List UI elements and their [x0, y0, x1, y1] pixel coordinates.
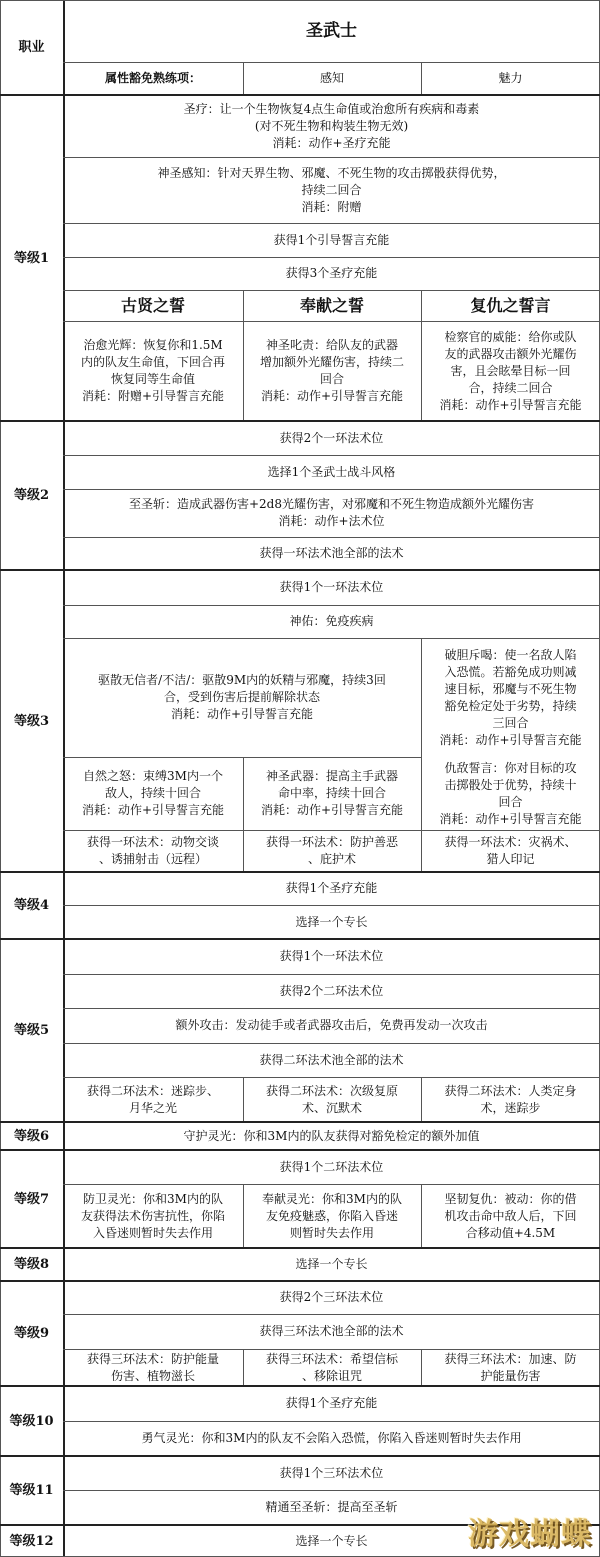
level-5-label: 等级5	[13, 1023, 50, 1038]
divine-sense-desc: 神圣感知：针对天界生物、邪魔、不死生物的攻击掷骰获得优势，	[157, 165, 506, 180]
oath-ancients-title: 古贤之誓	[120, 296, 185, 315]
divider	[63, 1421, 600, 1422]
level-1-gain-lay-on-hands: 获得3个圣疗充能	[285, 266, 378, 280]
lay-on-hands-cell	[63, 95, 600, 157]
divider	[63, 62, 600, 63]
divider	[63, 974, 600, 975]
healing-radiance-cell	[63, 321, 243, 421]
aura-of-warding-line-3: 入昏迷则暂时失去作用	[92, 1225, 213, 1240]
aura-of-courage: 勇气灵光：你和3M内的队友不会陷入恐慌，你陷入昏迷则暂时失去作用	[141, 1431, 522, 1445]
sacred-weapon-line-2: 命中率，持续十回合	[277, 786, 386, 800]
oath-spells-devotion-line-2: 、庇护术	[307, 852, 356, 866]
divider	[63, 157, 600, 158]
divider	[63, 1184, 600, 1185]
level-1-gain-channel: 获得1个引导誓言充能	[273, 232, 390, 247]
divider	[0, 1247, 600, 1249]
aura-of-devotion-line-1: 奉献灵光：你和3M内的队	[262, 1191, 402, 1206]
abjure-enemy-line-5: 三回合	[492, 715, 529, 730]
level-3-oath-spells-devotion	[243, 830, 421, 872]
divider	[63, 638, 600, 639]
divider	[421, 1184, 422, 1248]
divider	[63, 1490, 600, 1491]
class-title: 圣武士	[306, 20, 357, 41]
level-5-oath-spells-vengeance	[421, 1077, 600, 1122]
divider	[63, 489, 600, 490]
level-9-spell-slots: 获得2个三环法术位	[279, 1290, 384, 1304]
divider	[421, 1077, 422, 1122]
column-label-class: 职业	[18, 40, 45, 55]
l9-ancients-line-2: 伤害、植物滋长	[110, 1368, 195, 1383]
turn-the-unholy-line-2: 合，受到伤害后提前解除状态	[163, 690, 320, 704]
divider	[243, 1184, 244, 1248]
divider	[63, 905, 600, 906]
inquisitors-might-cost: 消耗：动作+引导誓言充能	[439, 397, 582, 412]
natures-wrath-line-1: 自然之怒：束缚3M内一个	[83, 769, 223, 783]
abjure-enemy-cost: 消耗：动作+引导誓言充能	[439, 732, 582, 747]
divider	[0, 569, 600, 571]
level-9-oath-spells-ancients	[63, 1349, 243, 1386]
inquisitors-might-line-4: 合，持续二回合	[468, 380, 553, 395]
level-2-label: 等级2	[13, 488, 50, 503]
divine-smite-cost: 消耗：动作+法术位	[278, 514, 385, 528]
natures-wrath-cost: 消耗：动作+引导誓言充能	[81, 803, 225, 817]
healing-radiance-cost: 消耗：附赠+引导誓言充能	[81, 389, 225, 403]
l9-ancients-line-1: 获得三环法术：防护能量	[86, 1351, 219, 1366]
vow-of-enmity-line-3: 回合	[498, 794, 523, 809]
holy-rebuke-line-3: 回合	[319, 372, 344, 386]
divider	[0, 1385, 600, 1387]
watermark-logo: 游戏蝴蝶	[468, 1517, 592, 1552]
saving-throw-label: 属性豁免熟练项：	[104, 71, 201, 85]
divider	[63, 830, 600, 831]
level-6-label: 等级6	[13, 1128, 50, 1144]
level-10-lay-on-hands: 获得1个圣疗充能	[285, 1396, 378, 1410]
divider	[243, 1077, 244, 1122]
l9-devotion-line-2: 、移除诅咒	[301, 1368, 362, 1383]
oath-spells-devotion-line-1: 获得一环法术：防护善恶	[265, 835, 398, 849]
healing-radiance-line-2: 内的队友生命值，下回合再	[80, 355, 225, 369]
natures-wrath-line-2: 敌人，持续十回合	[104, 786, 201, 800]
abjure-enemy-line-4: 豁免检定处于劣势，持续	[444, 698, 577, 713]
level-12-label: 等级12	[9, 1533, 54, 1549]
inquisitors-might-line-2: 友的武器攻击额外光耀伤	[444, 346, 577, 361]
divider	[63, 1314, 600, 1315]
level-3-label: 等级3	[13, 713, 50, 729]
divider	[63, 223, 600, 224]
level-3-oath-spells-vengeance	[421, 830, 600, 872]
divine-sense-cost: 消耗：附赠	[301, 199, 362, 214]
divider	[0, 1455, 600, 1457]
divider	[63, 605, 600, 606]
divider	[63, 1077, 600, 1078]
divider	[421, 290, 422, 421]
abjure-enemy-line-2: 入恐慌。若豁免成功则减	[444, 664, 577, 679]
divine-sense-duration: 持续二回合	[301, 182, 362, 197]
divider	[63, 257, 600, 258]
divider	[63, 321, 600, 322]
divider	[421, 62, 422, 95]
divine-sense-cell	[63, 157, 600, 223]
divine-smite-desc: 至圣斩：造成武器伤害+2d8光耀伤害，对邪魔和不死生物造成额外光耀伤害	[128, 497, 534, 511]
level-5-spell-slot-1: 获得1个一环法术位	[279, 949, 384, 963]
l5-ancients-line-1: 获得二环法术：迷踪步、	[86, 1083, 219, 1098]
relentless-avenger-line-1: 坚韧复仇：被动：你的借	[444, 1191, 577, 1206]
vow-of-enmity-line-1: 仇敌誓言：你对目标的攻	[444, 760, 577, 775]
aura-of-devotion-line-2: 友免疫魅惑，你陷入昏迷	[265, 1208, 398, 1223]
divider	[63, 290, 600, 291]
level-10-label: 等级10	[9, 1413, 54, 1429]
sacred-weapon-line-1: 神圣武器：提高主手武器	[265, 769, 398, 783]
vow-of-enmity-line-2: 击掷骰处于优势，持续十	[444, 777, 577, 792]
divider	[243, 1349, 244, 1386]
level-8-label: 等级8	[13, 1257, 50, 1272]
divider	[421, 1349, 422, 1386]
oath-devotion-title: 奉献之誓	[299, 296, 364, 315]
oath-spells-ancients-line-2: 、诱捕射击（远程）	[98, 852, 207, 866]
level-9-label: 等级9	[13, 1326, 50, 1341]
level-2-fighting-style: 选择1个圣武士战斗风格	[267, 464, 396, 479]
natures-wrath-cell	[63, 757, 243, 830]
saving-throw-charisma: 魅力	[498, 71, 523, 85]
divider	[243, 290, 244, 421]
lay-on-hands-cost: 消耗：动作+圣疗充能	[272, 135, 391, 150]
l5-vengeance-line-1: 获得二环法术：人类定身	[444, 1083, 577, 1098]
divider	[0, 938, 600, 940]
divider	[0, 94, 600, 96]
abjure-enemy-line-3: 速目标，邪魔与不死生物	[444, 681, 577, 696]
level-4-label: 等级4	[13, 898, 50, 913]
holy-rebuke-line-1: 神圣叱责：给队友的武器	[265, 338, 398, 352]
divider	[243, 757, 244, 872]
level-4-feat: 选择一个专长	[295, 914, 368, 929]
oath-spells-ancients-line-1: 获得一环法术：动物交谈	[86, 835, 219, 849]
aura-of-devotion-cell	[243, 1184, 421, 1248]
improved-divine-smite: 精通至圣斩：提高至圣斩	[265, 1500, 398, 1514]
turn-the-unholy-line-1: 驱散无信者/不洁/：驱散9M内的妖精与邪魔，持续3回	[98, 673, 386, 687]
level-5-spell-pool: 获得二环法术池全部的法术	[259, 1052, 404, 1067]
healing-radiance-line-1: 治愈光辉：恢复你和1.5M	[83, 338, 223, 352]
level-7-spell-slot: 获得1个二环法术位	[279, 1159, 384, 1174]
divider	[63, 757, 421, 758]
healing-radiance-line-3: 恢复同等生命值	[110, 372, 195, 386]
level-3-oath-spells-ancients	[63, 830, 243, 872]
divider	[421, 638, 422, 872]
aura-of-protection: 守护灵光：你和3M内的队友获得对豁免检定的额外加值	[183, 1128, 480, 1143]
divider	[243, 62, 244, 95]
l9-vengeance-line-2: 护能量伤害	[480, 1368, 541, 1383]
level-12-feat: 选择一个专长	[295, 1533, 368, 1548]
level-1-label: 等级1	[13, 250, 50, 266]
aura-of-warding-cell	[63, 1184, 243, 1248]
inquisitors-might-cell	[421, 321, 600, 421]
divider	[0, 1149, 600, 1151]
level-9-oath-spells-vengeance	[421, 1349, 600, 1386]
relentless-avenger-cell	[421, 1184, 600, 1248]
level-2-spell-slots: 获得2个一环法术位	[279, 430, 384, 445]
oath-vengeance-title: 复仇之誓言	[470, 296, 551, 315]
oath-spells-vengeance-line-2: 猎人印记	[486, 852, 535, 866]
l5-ancients-line-2: 月华之光	[128, 1100, 177, 1115]
l5-vengeance-line-2: 术，迷踪步	[480, 1100, 541, 1115]
aura-of-warding-line-2: 友获得法术伤害抗性，你陷	[80, 1208, 225, 1223]
divider	[63, 0, 65, 1557]
divider	[63, 1043, 600, 1044]
l5-devotion-line-1: 获得二环法术：次级复原	[265, 1083, 398, 1098]
divider	[0, 420, 600, 422]
oath-spells-vengeance-line-1: 获得一环法术：灾祸术、	[444, 835, 577, 849]
divine-health: 神佑：免疫疾病	[289, 614, 374, 628]
level-5-spell-slot-2: 获得2个二环法术位	[279, 983, 384, 998]
relentless-avenger-line-3: 合移动值+4.5M	[465, 1225, 556, 1240]
holy-rebuke-line-2: 增加额外光耀伤害，持续二	[259, 355, 404, 369]
l9-vengeance-line-1: 获得三环法术：加速、防	[444, 1351, 577, 1366]
level-7-label: 等级7	[13, 1191, 50, 1207]
extra-attack: 额外攻击：发动徒手或者武器攻击后，免费再发动一次攻击	[175, 1018, 488, 1032]
level-8-feat: 选择一个专长	[295, 1257, 368, 1271]
divider	[0, 1121, 600, 1123]
vow-of-enmity-cost: 消耗：动作+引导誓言充能	[439, 811, 582, 826]
vow-of-enmity-cell	[421, 757, 600, 830]
divider	[0, 0, 600, 1]
divider	[0, 1280, 600, 1282]
level-5-oath-spells-ancients	[63, 1077, 243, 1122]
divider	[63, 537, 600, 538]
level-2-spell-pool: 获得一环法术池全部的法术	[259, 546, 404, 560]
level-4-lay-on-hands: 获得1个圣疗充能	[285, 881, 378, 895]
inquisitors-might-line-3: 害，且会眩晕目标一回	[450, 363, 571, 378]
sacred-weapon-cost: 消耗：动作+引导誓言充能	[260, 803, 404, 817]
turn-the-unholy-cost: 消耗：动作+引导誓言充能	[170, 707, 314, 721]
level-9-oath-spells-devotion	[243, 1349, 421, 1386]
saving-throw-wisdom: 感知	[319, 71, 344, 85]
inquisitors-might-line-1: 检察官的威能：给你或队	[444, 329, 577, 344]
holy-rebuke-cell	[243, 321, 421, 421]
level-3-spell-slot: 获得1个一环法术位	[279, 580, 384, 594]
lay-on-hands-desc: 圣疗：让一个生物恢复4点生命值或治愈所有疾病和毒素	[183, 101, 480, 116]
divider	[63, 1349, 600, 1350]
aura-of-warding-line-1: 防卫灵光：你和3M内的队	[83, 1191, 223, 1206]
level-9-spell-pool: 获得三环法术池全部的法术	[259, 1324, 404, 1338]
divine-smite-cell	[63, 489, 600, 537]
abjure-enemy-line-1: 破胆斥喝：使一名敌人陷	[444, 647, 577, 662]
l9-devotion-line-1: 获得三环法术：希望信标	[265, 1351, 398, 1366]
holy-rebuke-cost: 消耗：动作+引导誓言充能	[260, 389, 404, 403]
divider	[0, 0, 1, 1557]
relentless-avenger-line-2: 机攻击命中敌人后，下回	[444, 1208, 577, 1223]
sacred-weapon-cell	[243, 757, 421, 830]
divider	[63, 455, 600, 456]
lay-on-hands-note: (对不死生物和构装生物无效)	[254, 118, 409, 133]
abjure-enemy-cell	[421, 638, 600, 757]
level-11-spell-slot: 获得1个三环法术位	[279, 1465, 384, 1480]
l5-devotion-line-2: 术、沉默术	[301, 1100, 362, 1115]
level-11-label: 等级11	[9, 1483, 54, 1498]
divider	[0, 871, 600, 873]
aura-of-devotion-line-3: 则暂时失去作用	[289, 1225, 374, 1240]
level-5-oath-spells-devotion	[243, 1077, 421, 1122]
divider	[63, 1008, 600, 1009]
turn-the-unholy-cell	[63, 638, 421, 757]
